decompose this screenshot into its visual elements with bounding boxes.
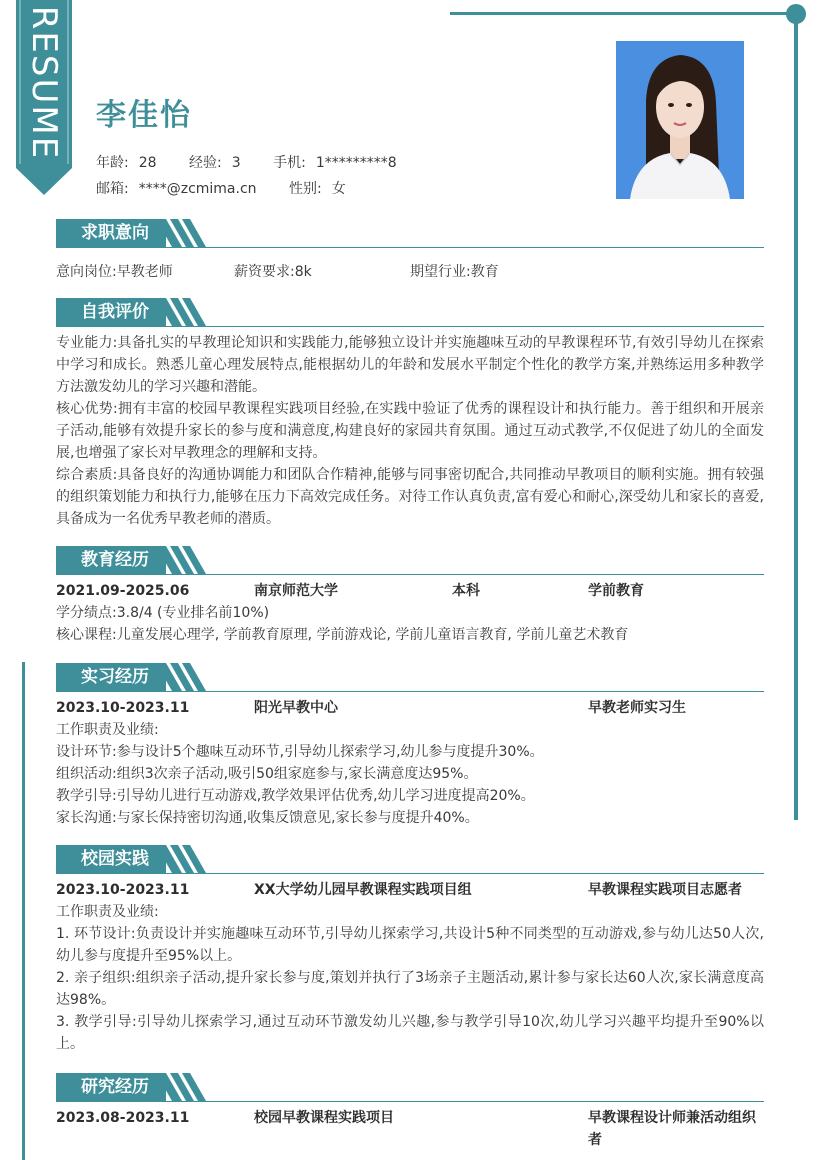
internship-line: 教学引导:引导幼儿进行互动游戏,教学效果评估优秀,幼儿学习进度提高20%。 [56, 788, 535, 804]
education-courses: 核心课程:儿童发展心理学, 学前教育原理, 学前游戏论, 学前儿童语言教育, 学前儿童艺术教育 [56, 627, 629, 643]
age-label: 年龄: [96, 155, 129, 171]
campus-date: 2023.10-2023.11 [56, 882, 190, 898]
section-title: 自我评价 [56, 298, 166, 326]
internship-line: 组织活动:组织3次亲子活动,吸引50组家庭参与,家长满意度达95%。 [56, 766, 478, 782]
gender-value: 女 [331, 181, 346, 197]
header-stripes-icon [156, 298, 206, 326]
section-divider [56, 326, 764, 327]
section-title: 研究经历 [56, 1073, 166, 1101]
research-org: 校园早教课程实践项目 [254, 1110, 394, 1126]
basic-info-row-2 [96, 178, 374, 198]
education-gpa: 学分绩点:3.8/4 (专业排名前10%) [56, 605, 270, 621]
section-divider [56, 247, 764, 248]
internship-entry-header [56, 697, 764, 719]
education-degree: 本科 [452, 583, 480, 599]
ribbon-label: RESUME [24, 5, 64, 160]
section-header [56, 1073, 764, 1103]
decor-top-line [450, 12, 796, 15]
section-title: 校园实践 [56, 845, 166, 873]
expected-salary: 薪资要求:8k [234, 264, 312, 280]
experience-label: 经验: [189, 155, 222, 171]
section-campus-practice [56, 845, 764, 1055]
internship-line: 家长沟通:与家长保持密切沟通,收集反馈意见,家长参与度提升40%。 [56, 810, 479, 826]
age-value: 28 [138, 155, 157, 171]
section-internship [56, 663, 764, 829]
experience-value: 3 [231, 155, 241, 171]
phone-label: 手机: [273, 155, 306, 171]
phone-value: 1*********8 [315, 155, 397, 171]
section-divider [56, 1101, 764, 1102]
section-self-evaluation [56, 298, 764, 530]
header-stripes-icon [156, 546, 206, 574]
section-title: 教育经历 [56, 546, 166, 574]
header-stripes-icon [156, 663, 206, 691]
campus-line: 2. 亲子组织:组织亲子活动,提升家长参与度,策划并执行了3场亲子主题活动,累计参与家长达60人次,家长满意度高达98%。 [56, 970, 764, 1008]
gender-label: 性别: [288, 181, 322, 197]
section-divider [56, 691, 764, 692]
email-value: ****@zcmima.cn [138, 181, 257, 197]
decor-right-line [794, 14, 798, 820]
section-header [56, 663, 764, 693]
section-header [56, 298, 764, 328]
section-divider [56, 873, 764, 874]
internship-date: 2023.10-2023.11 [56, 700, 190, 716]
section-title: 求职意向 [56, 219, 166, 247]
basic-info-row-1 [96, 152, 425, 172]
internship-line: 设计环节:参与设计5个趣味互动环节,引导幼儿探索学习,幼儿参与度提升30%。 [56, 744, 544, 760]
campus-line: 3. 教学引导:引导幼儿探索学习,通过互动环节激发幼儿兴趣,参与教学引导10次,幼儿学习兴趣平均提升至90%以上。 [56, 1014, 764, 1052]
research-role: 早教课程设计师兼活动组织者 [588, 1110, 756, 1148]
header-stripes-icon [156, 845, 206, 873]
section-education [56, 546, 764, 646]
research-date: 2023.08-2023.11 [56, 1110, 190, 1126]
email-label: 邮箱: [96, 181, 129, 197]
education-major: 学前教育 [588, 583, 644, 599]
section-title: 实习经历 [56, 663, 166, 691]
profile-photo [616, 41, 744, 199]
section-header [56, 845, 764, 875]
section-divider [56, 574, 764, 575]
candidate-name: 李佳怡 [96, 98, 192, 133]
education-school: 南京师范大学 [254, 583, 338, 599]
intended-position: 意向岗位:早教老师 [56, 264, 173, 280]
campus-line: 工作职责及业绩: [56, 904, 159, 920]
self-eval-strengths: 核心优势:拥有丰富的校园早教课程实践项目经验,在实践中验证了优秀的课程设计和执行能力。善于组织和开展亲子活动,能够有效提升家长的参与度和满意度,构建良好的家园共育氛围。通过互动式教学,不仅促进了幼儿的全面发展,也增强了家长对早教理念的理解和支持。 [56, 401, 764, 461]
section-research [56, 1073, 764, 1151]
education-entry-header [56, 580, 764, 602]
self-eval-qualities: 综合素质:具备良好的沟通协调能力和团队合作精神,能够与同事密切配合,共同推动早教项目的顺利实施。拥有较强的组织策划能力和执行力,能够在压力下高效完成任务。对待工作认真负责,富有爱心和耐心,深受幼儿和家长的喜爱,具备成为一名优秀早教老师的潜质。 [56, 467, 764, 527]
section-header [56, 546, 764, 576]
header-stripes-icon [156, 219, 206, 247]
section-header [56, 219, 764, 249]
internship-line: 工作职责及业绩: [56, 722, 159, 738]
campus-role: 早教课程实践项目志愿者 [588, 882, 742, 898]
section-job-intent [56, 219, 764, 283]
decor-left-line [22, 662, 25, 1160]
education-date: 2021.09-2025.06 [56, 583, 190, 599]
research-entry-header [56, 1107, 764, 1151]
campus-line: 1. 环节设计:负责设计并实施趣味互动环节,引导幼儿探索学习,共设计5种不同类型的互动游戏,参与幼儿达50人次,幼儿参与度提升至95%以上。 [56, 926, 764, 964]
campus-entry-header [56, 879, 764, 901]
campus-org: XX大学幼儿园早教课程实践项目组 [254, 882, 472, 898]
internship-org: 阳光早教中心 [254, 700, 338, 716]
internship-role: 早教老师实习生 [588, 700, 686, 716]
self-eval-professional: 专业能力:具备扎实的早教理论知识和实践能力,能够独立设计并实施趣味互动的早教课程环节,有效引导幼儿在探索中学习和成长。熟悉儿童心理发展特点,能根据幼儿的年龄和发展水平制定个性化的教学方案,并熟练运用多种教学方法激发幼儿的学习兴趣和潜能。 [56, 335, 764, 395]
header-stripes-icon [156, 1073, 206, 1101]
expected-industry: 期望行业:教育 [410, 264, 499, 280]
